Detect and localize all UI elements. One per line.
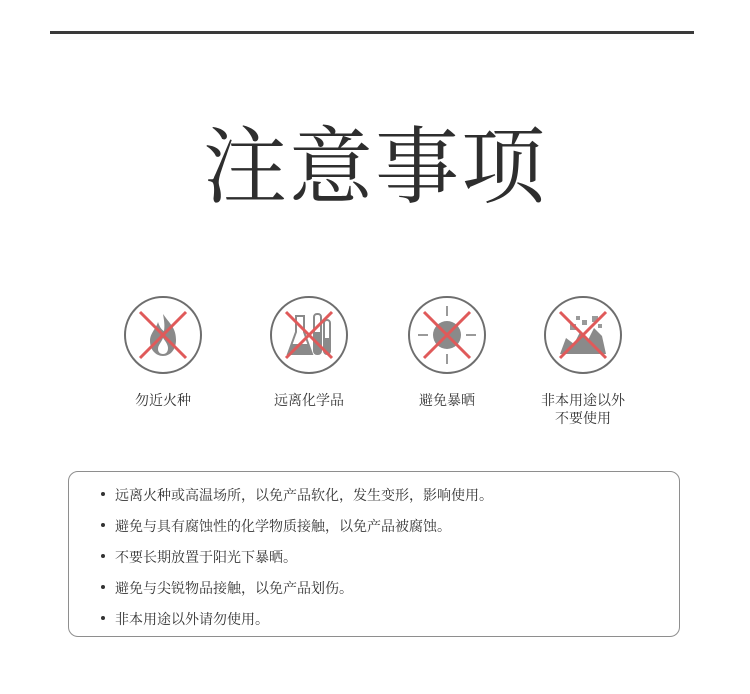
warning-label-chemicals: 远离化学品 (274, 393, 344, 409)
warning-item-fire (83, 296, 243, 410)
warning-label-misuse-line1: 非本用途以外 (541, 393, 625, 409)
no-chemicals-icon (270, 296, 348, 374)
warning-label-misuse (541, 392, 625, 428)
bullet-icon (101, 523, 105, 527)
warning-item-misuse (503, 296, 663, 428)
bullet-icon (101, 616, 105, 620)
note-item: 不要长期放置于阳光下暴晒。 (101, 548, 297, 568)
no-sun-icon (408, 296, 486, 374)
page-title: 注意事项 (202, 118, 547, 216)
top-divider (50, 31, 694, 34)
note-item: 远离火种或高温场所，以免产品软化，发生变形，影响使用。 (101, 486, 493, 506)
no-misuse-icon (544, 296, 622, 374)
note-item: 非本用途以外请勿使用。 (101, 610, 269, 630)
note-item: 避免与尖锐物品接触，以免产品划伤。 (101, 579, 353, 599)
bullet-icon (101, 492, 105, 496)
warning-item-chemicals (229, 296, 389, 410)
warning-label-sun: 避免暴晒 (419, 393, 475, 409)
note-item: 避免与具有腐蚀性的化学物质接触，以免产品被腐蚀。 (101, 517, 451, 537)
notes-box (68, 471, 680, 637)
no-fire-icon (124, 296, 202, 374)
bullet-icon (101, 554, 105, 558)
warning-label-misuse-line2: 不要使用 (555, 411, 611, 427)
bullet-icon (101, 585, 105, 589)
warning-label-fire: 勿近火种 (135, 393, 191, 409)
